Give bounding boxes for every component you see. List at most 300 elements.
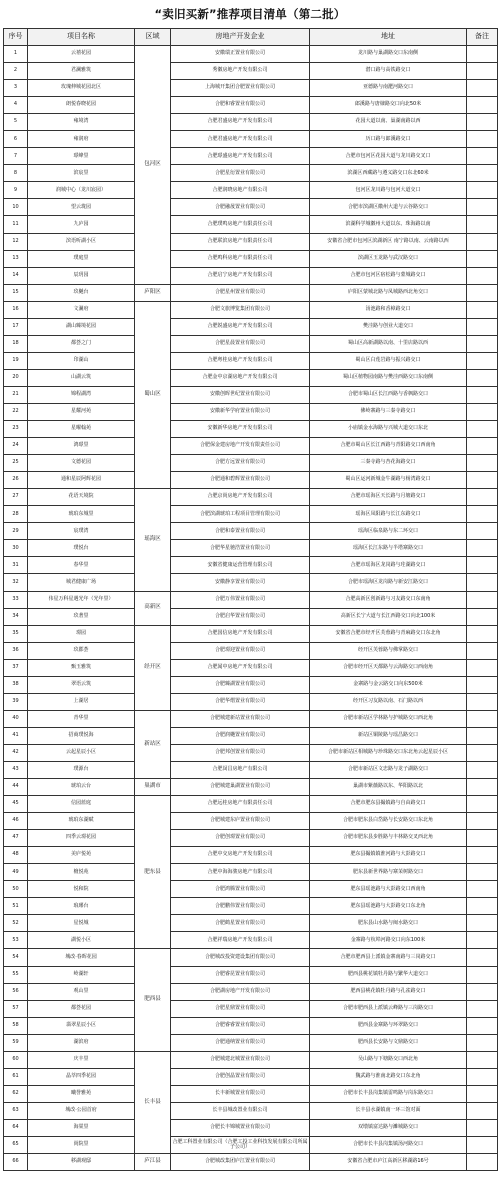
cell-remarks [467, 1085, 498, 1102]
cell-remarks [467, 693, 498, 710]
cell-address: 长丰县水湖镇南一环三馆对面 [310, 1102, 467, 1119]
cell-address: 肥东县瑶池路与大彭路交口东北角 [310, 898, 467, 915]
cell-remarks [467, 284, 498, 301]
cell-developer: 合肥湖房地产开发有限公司 [171, 983, 310, 1000]
table-row [4, 591, 498, 608]
cell-seq: 29 [4, 523, 28, 540]
table-row [4, 46, 498, 63]
cell-project-name: 雍润府 [28, 131, 135, 148]
cell-address: 合肥市长丰县岗集镇雷鸣路与岗东路交口 [310, 1085, 467, 1102]
table-row [4, 710, 498, 727]
cell-seq: 66 [4, 1154, 28, 1171]
cell-address: 合肥市新站区相城路与珍珠路交口东北角云起星辰小区 [310, 744, 467, 761]
cell-address: 花园大道以南、巢湖南路以西 [310, 114, 467, 131]
cell-address: 肥西县桃花镇牡丹路与孔雀路交口 [310, 983, 467, 1000]
cell-remarks [467, 966, 498, 983]
cell-remarks [467, 80, 498, 97]
cell-project-name: 山湖云筑 [28, 369, 135, 386]
cell-developer: 合肥璞鸣房地产有限责任公司 [171, 216, 310, 233]
cell-developer: 合肥星晨置业有限公司 [171, 335, 310, 352]
cell-seq: 17 [4, 318, 28, 335]
cell-address: 合肥市瑶海区天长路与月塘路交口 [310, 489, 467, 506]
table-row [4, 284, 498, 301]
table-row [4, 438, 498, 455]
table-row [4, 761, 498, 778]
cell-developer: 合肥睿睿置业有限公司 [171, 1017, 310, 1034]
cell-project-name: 信园蓝庭 [28, 796, 135, 813]
cell-developer: 合肥通纳置业有限公司 [171, 1034, 310, 1051]
cell-seq: 7 [4, 148, 28, 165]
table-row [4, 830, 498, 847]
cell-remarks [467, 540, 498, 557]
cell-remarks [467, 642, 498, 659]
cell-project-name: 滨语听湖小区 [28, 233, 135, 250]
cell-address: 双墩镇富达路与濉城路交口 [310, 1119, 467, 1136]
table-row [4, 642, 498, 659]
cell-project-name: 海棠里 [28, 1119, 135, 1136]
cell-district: 瑶海区 [135, 489, 171, 591]
cell-project-name: 辰玥园 [28, 267, 135, 284]
table-row [4, 727, 498, 744]
cell-developer: 合肥璟迎置业有限公司 [171, 642, 310, 659]
cell-seq: 60 [4, 1051, 28, 1068]
cell-developer: 合肥祥瑞房地产开发有限公司 [171, 932, 310, 949]
cell-district: 庐江县 [135, 1154, 171, 1171]
table-row [4, 1085, 498, 1102]
cell-seq: 28 [4, 506, 28, 523]
cell-seq: 14 [4, 267, 28, 284]
cell-remarks [467, 881, 498, 898]
cell-address: 新站区铜陵路与瑶昌路交口 [310, 727, 467, 744]
cell-project-name: 琥珀云台 [28, 779, 135, 796]
cell-project-name: 湖悦小区 [28, 932, 135, 949]
table-row [4, 403, 498, 420]
cell-address: 肥东县新世界路与寨茉树路交口 [310, 864, 467, 881]
cell-seq: 16 [4, 301, 28, 318]
cell-project-name: 璟峰里 [28, 148, 135, 165]
cell-seq: 8 [4, 165, 28, 182]
cell-address: 合肥市新站区文忠路与龙子湖路交口 [310, 761, 467, 778]
table-row [4, 813, 498, 830]
cell-developer: 合肥远桂房地产有限责任公司 [171, 796, 310, 813]
cell-seq: 39 [4, 693, 28, 710]
cell-seq: 22 [4, 403, 28, 420]
cell-address: 蜀山区高新湖路以南、十里店路以西 [310, 335, 467, 352]
cell-project-name: 文德花园 [28, 455, 135, 472]
cell-address: 金寨路与金云路交口向东500米 [310, 676, 467, 693]
cell-project-name: 城改·公园首府 [28, 1102, 135, 1119]
table-row [4, 625, 498, 642]
table-row [4, 97, 498, 114]
cell-address: 合肥高新区创新路与习友路交口东南角 [310, 591, 467, 608]
cell-address: 合肥市滨湖区徽州大道与云谷路交口 [310, 199, 467, 216]
cell-project-name: 玖著里 [28, 608, 135, 625]
cell-remarks [467, 591, 498, 608]
table-row [4, 199, 498, 216]
cell-remarks [467, 131, 498, 148]
cell-developer: 合肥金中京湖房地产开发有限公司 [171, 369, 310, 386]
cell-district: 庐阳区 [135, 284, 171, 301]
cell-address: 安徽省合肥市经开区芙蓉路与青麻路交口东北角 [310, 625, 467, 642]
cell-project-name: 锦程湖湾 [28, 386, 135, 403]
cell-project-name: 城君健康广场 [28, 574, 135, 591]
cell-seq: 19 [4, 352, 28, 369]
cell-remarks [467, 352, 498, 369]
cell-project-name: 甄玉雅筑 [28, 659, 135, 676]
cell-developer: 合肥保金建房地产开发有限责任公司 [171, 438, 310, 455]
cell-remarks [467, 915, 498, 932]
cell-district: 高新区 [135, 591, 171, 625]
cell-remarks [467, 847, 498, 864]
cell-address: 合肥市新站区学林路与护城路交口西北角 [310, 710, 467, 727]
table-row [4, 318, 498, 335]
cell-developer: 合肥润樾置业有限公司 [171, 727, 310, 744]
cell-address: 合肥市蜀山区长江西路与香枫路交口 [310, 386, 467, 403]
cell-seq: 65 [4, 1137, 28, 1154]
cell-remarks [467, 1051, 498, 1068]
cell-remarks [467, 727, 498, 744]
cell-seq: 5 [4, 114, 28, 131]
cell-remarks [467, 46, 498, 63]
cell-project-name: 君澜雅筑 [28, 63, 135, 80]
cell-developer: 合肥鸣科房地产有限责任公司 [171, 250, 310, 267]
header-remarks: 备注 [467, 29, 498, 46]
cell-seq: 33 [4, 591, 28, 608]
cell-developer: 安徽新华学府置业有限公司 [171, 403, 310, 420]
cell-project-name: 翡翠星辰小区 [28, 1017, 135, 1034]
cell-project-name: 琅琊台 [28, 898, 135, 915]
cell-district: 长丰县 [135, 1051, 171, 1153]
cell-project-name: 都荟之门 [28, 335, 135, 352]
cell-seq: 47 [4, 830, 28, 847]
cell-seq: 4 [4, 97, 28, 114]
table-row [4, 421, 498, 438]
cell-remarks [467, 744, 498, 761]
cell-remarks [467, 1102, 498, 1119]
cell-remarks [467, 421, 498, 438]
table-row [4, 1000, 498, 1017]
cell-developer: 合肥华星驰浩置业有限公司 [171, 540, 310, 557]
cell-remarks [467, 165, 498, 182]
header-project-name: 项目名称 [28, 29, 135, 46]
cell-remarks [467, 830, 498, 847]
cell-developer: 合肥锐盛房地产开发有限公司 [171, 318, 310, 335]
cell-seq: 35 [4, 625, 28, 642]
cell-seq: 44 [4, 779, 28, 796]
cell-address: 经开区习友路以南、石门路以西 [310, 693, 467, 710]
cell-address: 瑶海区长江东路与半塔寨路交口 [310, 540, 467, 557]
cell-project-name: 璟园 [28, 625, 135, 642]
cell-remarks [467, 949, 498, 966]
cell-developer: 合肥和睿置业有限公司 [171, 97, 310, 114]
cell-developer: 合肥京尚房地产开发有限公司 [171, 489, 310, 506]
table-row [4, 949, 498, 966]
cell-address: 合肥市长丰县岗集镇汤河路交口 [310, 1137, 467, 1154]
cell-developer: 合肥鸿腾置业有限公司 [171, 881, 310, 898]
cell-project-name: 招商璞悦海 [28, 727, 135, 744]
cell-project-name: 庆丰里 [28, 1051, 135, 1068]
cell-address: 金寨路与杭埠河路交口向东100米 [310, 932, 467, 949]
cell-address: 滨湖区玉龙路与武汉路交口 [310, 250, 467, 267]
cell-remarks [467, 659, 498, 676]
cell-developer: 合肥万伟置业有限公司 [171, 591, 310, 608]
cell-seq: 41 [4, 727, 28, 744]
cell-seq: 25 [4, 455, 28, 472]
cell-seq: 45 [4, 796, 28, 813]
cell-address: 巢湖市紫薇路以东、华阳路以北 [310, 779, 467, 796]
cell-seq: 53 [4, 932, 28, 949]
cell-developer: 安徽静享置业有限公司 [171, 574, 310, 591]
cell-address: 肥西县金寨路与环翠路交口 [310, 1017, 467, 1034]
cell-address: 肥东县撮镇镇淮河路与大彭路交口 [310, 847, 467, 864]
cell-project-name: 伟星万科星遇光年（光年里） [28, 591, 135, 608]
cell-developer: 合肥君盛房地产开发有限公司 [171, 131, 310, 148]
cell-seq: 40 [4, 710, 28, 727]
cell-district: 新站区 [135, 710, 171, 778]
cell-developer: 长丰县城改置业有限公司 [171, 1102, 310, 1119]
table-row [4, 489, 498, 506]
header-row [4, 29, 498, 46]
cell-developer: 合肥城建巢湖置业有限公司 [171, 779, 310, 796]
cell-address: 高新区长宁大道与长江西路交口向北100米 [310, 608, 467, 625]
cell-remarks [467, 813, 498, 830]
cell-address: 瑶海区凤阳路与长江东路交口 [310, 506, 467, 523]
cell-project-name: 玖樾台 [28, 284, 135, 301]
cell-developer: 合肥华熠置业有限公司 [171, 693, 310, 710]
cell-seq: 51 [4, 898, 28, 915]
table-row [4, 80, 498, 97]
cell-remarks [467, 472, 498, 489]
table-row [4, 898, 498, 915]
cell-seq: 49 [4, 864, 28, 881]
cell-remarks [467, 761, 498, 778]
cell-remarks [467, 148, 498, 165]
cell-developer: 合肥长丰锦城置业有限公司 [171, 1119, 310, 1136]
cell-seq: 63 [4, 1102, 28, 1119]
cell-developer: 合肥联滨房地产有限责任公司 [171, 233, 310, 250]
cell-project-name: 玫瑰伸城花园北区 [28, 80, 135, 97]
table-row [4, 506, 498, 523]
table-row [4, 148, 498, 165]
cell-project-name: 春华里 [28, 557, 135, 574]
table-row [4, 523, 498, 540]
project-table [3, 28, 498, 1171]
cell-seq: 38 [4, 676, 28, 693]
table-row [4, 574, 498, 591]
cell-project-name: 移湖观邸 [28, 1154, 135, 1171]
cell-remarks [467, 574, 498, 591]
cell-address: 包河区龙川路与包河大道交口 [310, 182, 467, 199]
table-row [4, 779, 498, 796]
cell-developer: 合肥粤桂房地产开发有限公司 [171, 352, 310, 369]
page-title: “卖旧买新”推荐项目清单（第二批） [154, 7, 346, 21]
cell-seq: 52 [4, 915, 28, 932]
cell-developer: 合肥国信房地产开发有限公司 [171, 625, 310, 642]
cell-developer: 合肥中交房地产开发有限公司 [171, 847, 310, 864]
cell-remarks [467, 625, 498, 642]
cell-seq: 3 [4, 80, 28, 97]
cell-developer: 合肥方远置业有限公司 [171, 455, 310, 472]
cell-project-name: 檀悦苑 [28, 864, 135, 881]
cell-seq: 34 [4, 608, 28, 625]
cell-address: 历口路与郎溪路交口 [310, 131, 467, 148]
cell-developer: 合肥启宁房地产开发有限公司 [171, 267, 310, 284]
cell-developer: 合肥创晶置业有限公司 [171, 1068, 310, 1085]
cell-seq: 37 [4, 659, 28, 676]
cell-seq: 10 [4, 199, 28, 216]
cell-address: 瑶海区临泉路与东二环交口 [310, 523, 467, 540]
cell-developer: 长丰新城置业有限公司 [171, 1085, 310, 1102]
cell-remarks [467, 1137, 498, 1154]
table-row [4, 796, 498, 813]
cell-address: 郎溪路与唐棣路交口向北50米 [310, 97, 467, 114]
cell-developer: 上海城开集团合肥置业有限公司 [171, 80, 310, 97]
cell-remarks [467, 1119, 498, 1136]
cell-seq: 12 [4, 233, 28, 250]
cell-seq: 26 [4, 472, 28, 489]
cell-project-name: 璞悦台 [28, 540, 135, 557]
table-row [4, 1017, 498, 1034]
cell-remarks [467, 796, 498, 813]
cell-address: 小庙镇金水海路与兴城大道交口东北 [310, 421, 467, 438]
table-row [4, 693, 498, 710]
cell-project-name: 通和星辰阿辉花园 [28, 472, 135, 489]
cell-project-name: 四季云璟花园 [28, 830, 135, 847]
cell-developer: 合肥城建东庐置业有限公司 [171, 813, 310, 830]
cell-address: 经开区芙蓉路与佛掌路交口 [310, 642, 467, 659]
table-row [4, 557, 498, 574]
cell-project-name: 望云珑园 [28, 199, 135, 216]
table-row [4, 455, 498, 472]
cell-project-name: 润城中心（龙川宸园） [28, 182, 135, 199]
cell-address: 合肥市包河区花园大道与龙川路交叉口 [310, 148, 467, 165]
cell-address: 合肥市肥东县白岱路与长安路交口东北角 [310, 813, 467, 830]
table-row [4, 63, 498, 80]
cell-remarks [467, 608, 498, 625]
cell-project-name: 琥珀东城里 [28, 506, 135, 523]
cell-project-name: 星耀河苑 [28, 403, 135, 420]
cell-seq: 64 [4, 1119, 28, 1136]
cell-developer: 合肥启华置业有限公司 [171, 608, 310, 625]
cell-address: 庐阳区蒙城北路与凤城路西北角交口 [310, 284, 467, 301]
cell-district: 肥东县 [135, 796, 171, 949]
cell-developer: 合肥璟盛房地产开发有限公司 [171, 148, 310, 165]
cell-address: 合肥市肥东县步胜路与丰林路交叉西北角 [310, 830, 467, 847]
table-row [4, 1137, 498, 1154]
cell-project-name: 九庐园 [28, 216, 135, 233]
cell-project-name: 雍境湾 [28, 114, 135, 131]
cell-project-name: 城改·春晖花园 [28, 949, 135, 966]
cell-project-name: 曦誉雅苑 [28, 1085, 135, 1102]
cell-developer: 安徽创晖世纪置业有限公司 [171, 386, 310, 403]
cell-seq: 57 [4, 1000, 28, 1017]
cell-seq: 43 [4, 761, 28, 778]
cell-developer: 安徽新华房地产开发有限公司 [171, 421, 310, 438]
cell-developer: 合肥星州置业有限公司 [171, 284, 310, 301]
cell-developer: 合肥邦创置业有限公司 [171, 744, 310, 761]
cell-address: 亚德路与南淝河路交口 [310, 80, 467, 97]
cell-seq: 62 [4, 1085, 28, 1102]
cell-developer: 合肥中海海骏房地产有限公司 [171, 864, 310, 881]
cell-seq: 54 [4, 949, 28, 966]
table-row [4, 676, 498, 693]
cell-project-name: 尚院里 [28, 1137, 135, 1154]
table-row [4, 659, 498, 676]
header-address: 地址 [310, 29, 467, 46]
cell-project-name: 琥珀东湖赋 [28, 813, 135, 830]
cell-seq: 61 [4, 1068, 28, 1085]
table-row [4, 915, 498, 932]
cell-address: 龙川路与巢湖路交口东南侧 [310, 46, 467, 63]
table-row [4, 165, 498, 182]
cell-remarks [467, 335, 498, 352]
cell-address: 合肥市瑶海区龙岗路与珪湖路交口 [310, 557, 467, 574]
cell-seq: 1 [4, 46, 28, 63]
cell-seq: 56 [4, 983, 28, 1000]
cell-remarks [467, 489, 498, 506]
cell-remarks [467, 250, 498, 267]
cell-remarks [467, 779, 498, 796]
cell-address: 合肥市蜀山区长江西路与青阳路交口西南角 [310, 438, 467, 455]
cell-address: 滨湖科学城徽州大道以东、珠海路以南 [310, 216, 467, 233]
cell-remarks [467, 898, 498, 915]
cell-developer: 合肥睿昆置业有限公司 [171, 966, 310, 983]
table-row [4, 301, 498, 318]
cell-developer: 合肥和泰置业有限公司 [171, 523, 310, 540]
cell-remarks [467, 1017, 498, 1034]
cell-developer: 合肥城建北城置业有限公司 [171, 1051, 310, 1068]
cell-project-name: 印湖山 [28, 352, 135, 369]
cell-remarks [467, 932, 498, 949]
cell-developer: 合肥文旅博览集团有限公司 [171, 301, 310, 318]
cell-project-name: 青华里 [28, 710, 135, 727]
cell-project-name: 岭湖轩 [28, 966, 135, 983]
cell-seq: 11 [4, 216, 28, 233]
table-row [4, 608, 498, 625]
cell-developer: 合肥工科置业有限公司（合肥工投工业科技发展有限公司所属子公司） [171, 1137, 310, 1154]
cell-developer: 合肥创璟置业有限公司 [171, 830, 310, 847]
cell-developer: 合肥闻中房地产开发有限公司 [171, 659, 310, 676]
cell-seq: 6 [4, 131, 28, 148]
cell-developer: 合肥通和碧辉置业有限公司 [171, 472, 310, 489]
cell-address: 合肥市肥东县撮镇路与自由路交口 [310, 796, 467, 813]
cell-project-name: 鸿璟里 [28, 438, 135, 455]
cell-address: 合肥市肥西县上派镇金寨南路与三岗路交口 [310, 949, 467, 966]
cell-remarks [467, 369, 498, 386]
cell-district: 经开区 [135, 625, 171, 710]
cell-developer: 合肥星鼎置业有限公司 [171, 1000, 310, 1017]
cell-seq: 50 [4, 881, 28, 898]
cell-seq: 18 [4, 335, 28, 352]
cell-district: 肥西县 [135, 949, 171, 1051]
cell-seq: 2 [4, 63, 28, 80]
cell-project-name: 湖滨府 [28, 1034, 135, 1051]
header-district: 区域 [135, 29, 171, 46]
cell-address: 蜀山区植物园南路与樊洼西路交口东南侧 [310, 369, 467, 386]
cell-seq: 46 [4, 813, 28, 830]
table-row [4, 386, 498, 403]
cell-remarks [467, 557, 498, 574]
cell-project-name: 悦和院 [28, 881, 135, 898]
cell-project-name: 宸璞湾 [28, 523, 135, 540]
table-row [4, 1051, 498, 1068]
table-row [4, 932, 498, 949]
cell-developer: 合肥臻湖置业有限公司 [171, 676, 310, 693]
table-row [4, 966, 498, 983]
cell-seq: 48 [4, 847, 28, 864]
table-row [4, 540, 498, 557]
cell-remarks [467, 233, 498, 250]
